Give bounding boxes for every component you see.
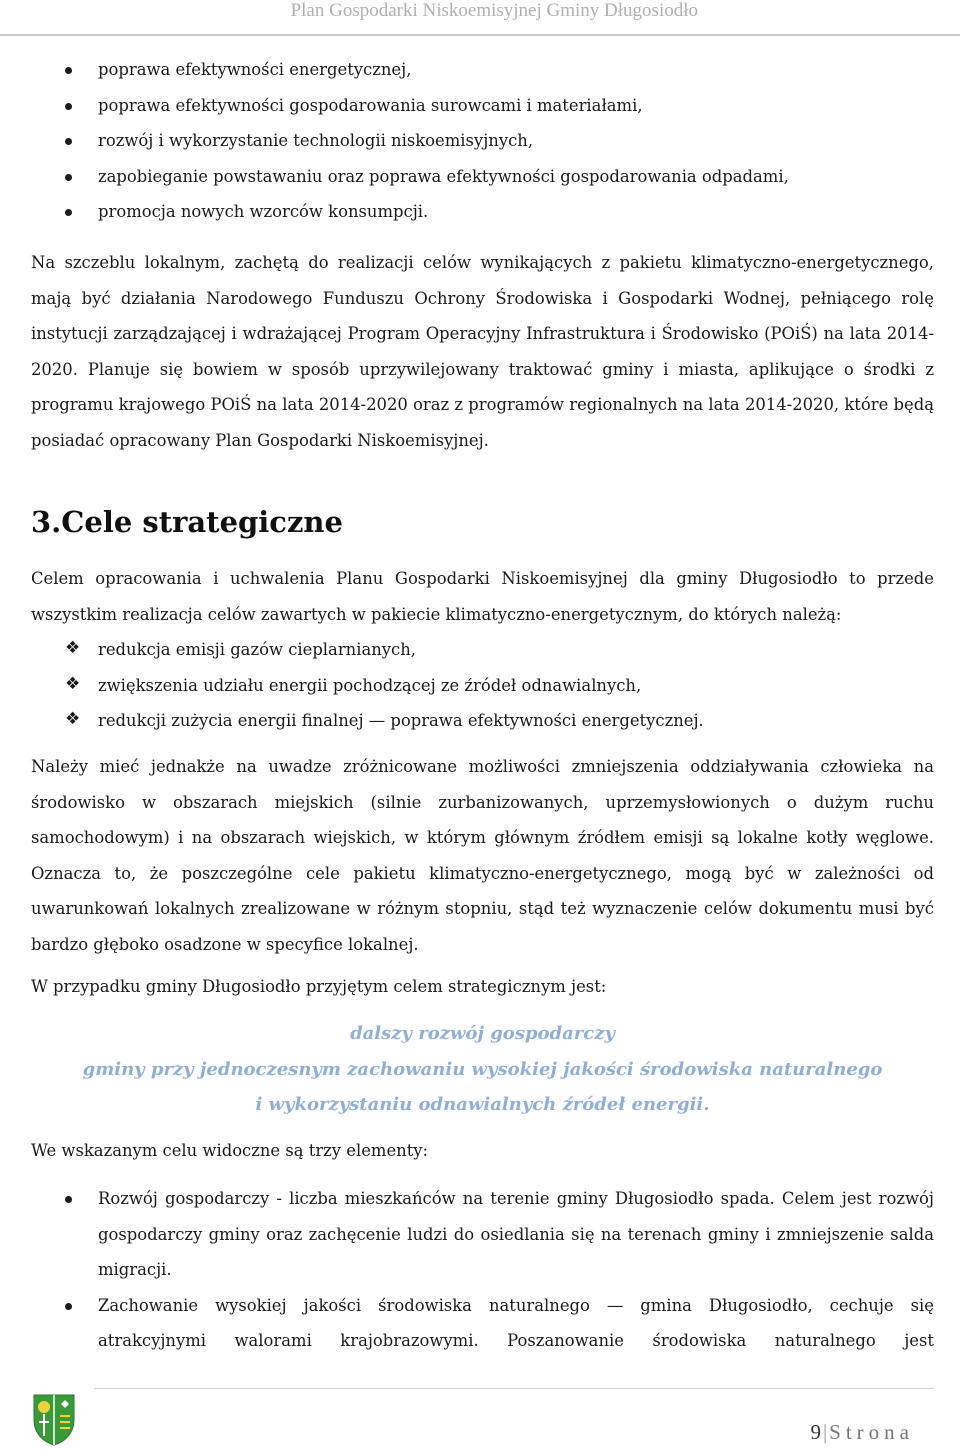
diamond-bullet-icon: ❖ xyxy=(65,709,81,729)
list-item: Rozwój gospodarczy - liczba mieszkańców na terenie gminy Długosiodło spada. Celem jest rozwój gospodarczy gminy oraz zachęcenie ludzi do osiedlania się na terenach gminy i zmniejszenie salda migracji. xyxy=(31,1181,934,1288)
list-item: promocja nowych wzorców konsumpcji. xyxy=(31,194,934,230)
bullet-dot-icon xyxy=(65,1196,72,1203)
bullet-dot-icon xyxy=(65,1303,72,1310)
page-number xyxy=(810,1420,914,1445)
paragraph-funding: Na szczeblu lokalnym, zachętą do realizacji celów wynikających z pakietu klimatyczno-energetycznego, mają być działania Narodowego Funduszu Ochrony Środowiska i Gospodarki Wodnej, pełniącego rolę instytucji zarządzającej i wdrażającej Program Operacyjny Infrastruktura i Środowisko (POiŚ) na lata 2014-2020. Planuje się bowiem w sposób uprzywilejowany traktować gminy i miasta, aplikujące o środki z programu krajowego POiŚ na lata 2014-2020 oraz z programów regionalnych na lata 2014-2020, które będą posiadać opracowany Plan Gospodarki Niskoemisyjnej. xyxy=(31,253,934,450)
header-title: Plan Gospodarki Niskoemisyjnej Gminy Długosiodło xyxy=(290,0,698,21)
page-word: Strona xyxy=(829,1420,914,1444)
paragraph-strategic-intro: W przypadku gminy Długosiodło przyjętym celem strategicznym jest: xyxy=(31,977,607,996)
list-item: zapobieganie powstawaniu oraz poprawa efektywności gospodarowania odpadami, xyxy=(31,159,934,195)
top-bullet-list xyxy=(31,52,934,230)
strategic-goal-line: gminy przy jednoczesnym zachowaniu wysokiej jakości środowiska naturalnego xyxy=(82,1058,883,1080)
strategic-goal-line: i wykorzystaniu odnawialnych źródeł energii. xyxy=(255,1094,710,1115)
list-item: poprawa efektywności gospodarowania surowcami i materiałami, xyxy=(31,88,934,124)
footer-divider xyxy=(94,1388,934,1389)
gmina-coat-of-arms-logo xyxy=(31,1392,77,1446)
paragraph-goals-intro: Celem opracowania i uchwalenia Planu Gospodarki Niskoemisyjnej dla gminy Długosiodło to przede wszystkim realizacja celów zawartych w pakiecie klimatyczno-energetycznym, do których należą: xyxy=(31,569,934,624)
bullet-dot-icon xyxy=(65,103,72,110)
list-item: poprawa efektywności energetycznej, xyxy=(31,52,934,88)
diamond-bullet-icon: ❖ xyxy=(65,638,81,658)
section-title: Cele strategiczne xyxy=(61,505,343,539)
paragraph-local-conditions: Należy mieć jednakże na uwadze zróżnicowane możliwości zmniejszenia oddziaływania człowieka na środowisko w obszarach miejskich (silnie zurbanizowanych, uprzemysłowionych o dużym ruchu samochodowym) i na obszarach wiejskich, w którym głównym źródłem emisji są lokalne kotły węglowe. Oznacza to, że poszczególne cele pakietu klimatyczno-energetycznego, mogą być w zależności od uwarunkowań lokalnych zrealizowane w różnym stopniu, stąd też wyznaczenie celów dokumentu musi być bardzo głęboko osadzone w specyfice lokalnej. xyxy=(31,757,934,954)
list-item: Zachowanie wysokiej jakości środowiska naturalnego — gmina Długosiodło, cechuje się atrakcyjnymi walorami krajobrazowymi. Poszanowanie środowiska naturalnego jest xyxy=(31,1288,934,1359)
page-header xyxy=(0,0,960,36)
goal-bullet-list xyxy=(31,632,934,739)
section-number: 3. xyxy=(31,505,62,539)
bullet-dot-icon xyxy=(65,174,72,181)
page-number-separator: | xyxy=(822,1420,828,1444)
bullet-dot-icon xyxy=(65,138,72,145)
element-bullet-list xyxy=(31,1181,934,1359)
page-number-value: 9 xyxy=(810,1420,821,1444)
list-item: ❖ redukcji zużycia energii finalnej — poprawa efektywności energetycznej. xyxy=(65,709,704,730)
list-item: ❖ redukcja emisji gazów cieplarnianych, xyxy=(65,638,416,659)
list-item: rozwój i wykorzystanie technologii niskoemisyjnych, xyxy=(31,123,934,159)
bullet-dot-icon xyxy=(65,67,72,74)
strategic-goal-line: dalszy rozwój gospodarczy xyxy=(350,1023,615,1044)
list-item: ❖ zwiększenia udziału energii pochodzącej ze źródeł odnawialnych, xyxy=(65,673,642,695)
diamond-bullet-icon: ❖ xyxy=(65,673,81,694)
strategic-goal xyxy=(31,1016,934,1123)
section-heading xyxy=(31,505,343,539)
paragraph-elements-intro: We wskazanym celu widoczne są trzy elementy: xyxy=(31,1141,429,1160)
bullet-dot-icon xyxy=(65,209,72,216)
